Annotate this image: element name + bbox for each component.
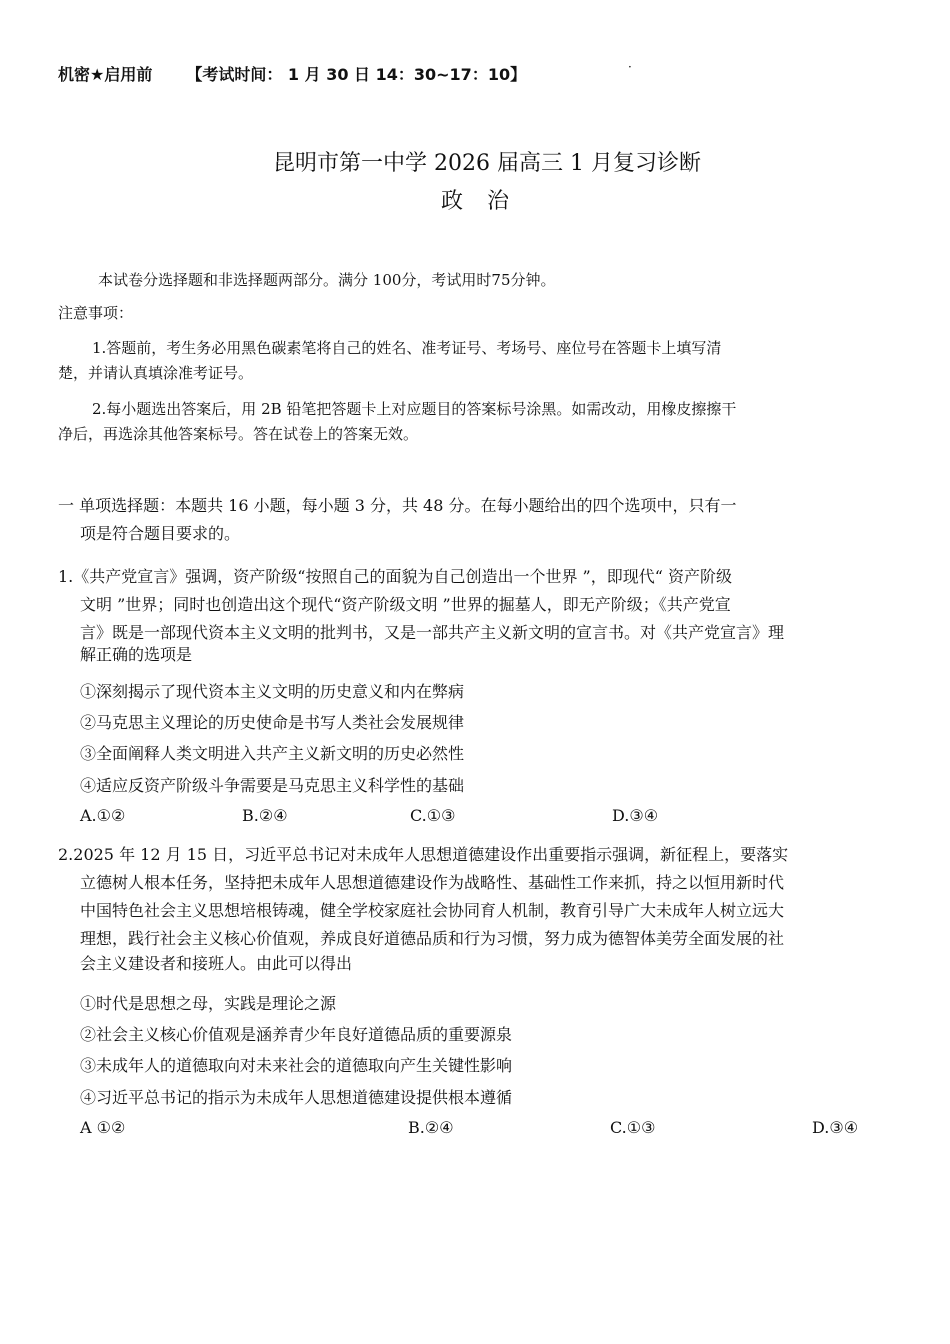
exam-subject: 政治 <box>440 189 533 214</box>
question-2-stem-line: 立德树人根本任务，坚持把未成年人思想道德建设作为战略性、基础性工作来抓，持之以恒用新时代 <box>80 873 785 892</box>
note-2-line-2: 净后，再选涂其他答案标号。答在试卷上的答案无效。 <box>58 425 419 443</box>
question-1-choice-b[interactable]: B.②④ <box>242 806 288 825</box>
exam-time: 【考试时间： 1 月 30 日 14：30~17：10】 <box>186 65 527 84</box>
notes-heading: 注意事项： <box>58 304 134 322</box>
question-1-statement: ③全面阐释人类文明进入共产主义新文明的历史必然性 <box>80 744 465 763</box>
question-2-stem-line: 会主义建设者和接班人。由此可以得出 <box>80 954 353 973</box>
note-2-line-1: 2.每小题选出答案后，用 2B 铅笔把答题卡上对应题目的答案标号涂黑。如需改动，用橡皮擦擦干 <box>92 400 737 418</box>
question-2-statement: ①时代是思想之母，实践是理论之源 <box>80 994 337 1013</box>
question-2-statement: ③未成年人的道德取向对未来社会的道德取向产生关键性影响 <box>80 1056 513 1075</box>
note-1-line-2: 楚，并请认真填涂准考证号。 <box>58 364 254 382</box>
question-2-stem-line: 理想，践行社会主义核心价值观，养成良好道德品质和行为习惯，努力成为德智体美劳全面发展的社 <box>80 929 785 948</box>
question-2-stem-line: 中国特色社会主义思想培根铸魂，健全学校家庭社会协同育人机制，教育引导广大未成年人树立远大 <box>80 901 785 920</box>
question-1-choice-a[interactable]: A.①② <box>80 806 126 825</box>
question-1-choice-d[interactable]: D.③④ <box>612 806 659 825</box>
question-2-statement: ②社会主义核心价值观是涵养青少年良好道德品质的重要源泉 <box>80 1025 513 1044</box>
question-1-statement: ④适应反资产阶级斗争需要是马克思主义科学性的基础 <box>80 776 465 795</box>
question-2-statement: ④习近平总书记的指示为未成年人思想道德建设提供根本遵循 <box>80 1088 513 1107</box>
confidential-label: 机密★启用前 <box>58 65 153 84</box>
section-1-heading-cont: 项是符合题目要求的。 <box>80 524 241 543</box>
question-1-stem-line: 解正确的选项是 <box>80 645 193 664</box>
question-1-stem-line: 1.《共产党宣言》强调，资产阶级“按照自己的面貌为自己创造出一个世界 ”，即现代“ 资产阶级 <box>58 567 732 586</box>
note-1-line-1: 1.答题前，考生务必用黑色碳素笔将自己的姓名、准考证号、考场号、座位号在答题卡上填写清 <box>92 339 722 357</box>
question-1-statement: ①深刻揭示了现代资本主义文明的历史意义和内在弊病 <box>80 682 465 701</box>
exam-summary: 本试卷分选择题和非选择题两部分。满分 100分，考试用时75分钟。 <box>98 271 556 289</box>
question-1-stem-line: 言》既是一部现代资本主义文明的批判书，又是一部共产主义新文明的宣言书。对《共产党宣言》理 <box>80 623 785 642</box>
stray-mark: · <box>628 60 632 74</box>
question-2-choice-d[interactable]: D.③④ <box>812 1118 859 1137</box>
question-2-choice-a[interactable]: A ①② <box>80 1118 126 1137</box>
question-2-stem-line: 2.2025 年 12 月 15 日，习近平总书记对未成年人思想道德建设作出重要指示强调，新征程上，要落实 <box>58 845 789 864</box>
header-line <box>58 62 526 85</box>
question-1-statement: ②马克思主义理论的历史使命是书写人类社会发展规律 <box>80 713 465 732</box>
question-2-choice-c[interactable]: C.①③ <box>610 1118 656 1137</box>
section-1-heading: 一 单项选择题：本题共 16 小题，每小题 3 分，共 48 分。在每小题给出的四个选项中，只有一 <box>58 496 737 515</box>
exam-title: 昆明市第一中学 2026 届高三 1 月复习诊断 <box>273 151 701 176</box>
question-1-choice-c[interactable]: C.①③ <box>410 806 456 825</box>
question-1-stem-line: 文明 ”世界；同时也创造出这个现代“资产阶级文明 ”世界的掘墓人，即无产阶级；《共产党宣 <box>80 595 731 614</box>
question-2-choice-b[interactable]: B.②④ <box>408 1118 454 1137</box>
